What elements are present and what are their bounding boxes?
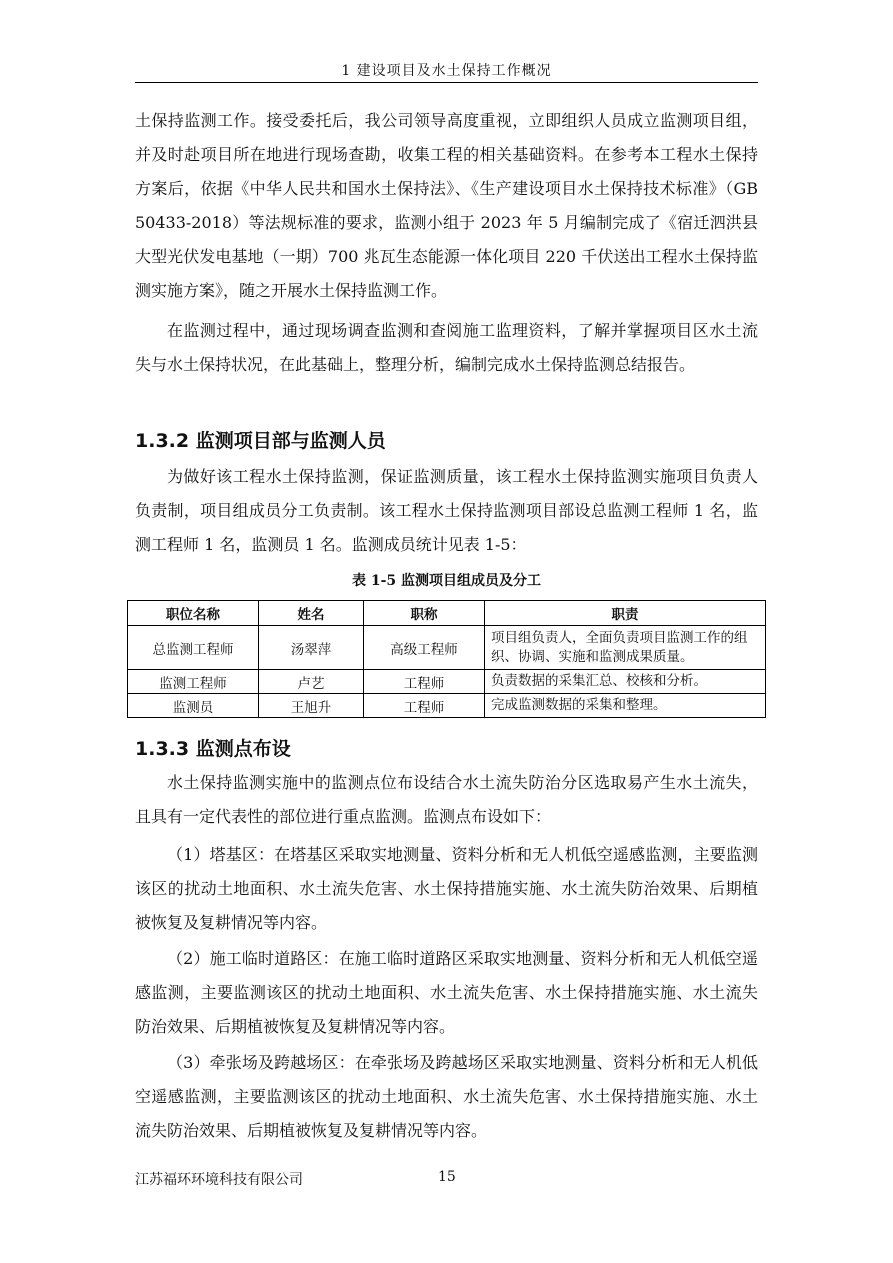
paragraph-tension-crossing-area: （3）牵张场及跨越场区：在牵张场及跨越场区采取实地测量、资料分析和无人机低空遥感监测，主要监测该区的扰动土地面积、水土流失危害、水土保持措施实施、水土流失防治效果、后期植被恢复及复耕情况等内容。 bbox=[135, 1053, 758, 1140]
cell-duty: 完成监测数据的采集和整理。 bbox=[485, 694, 766, 718]
table-row bbox=[128, 670, 766, 694]
section-heading-1-3-2: 1.3.2 监测项目部与监测人员 bbox=[135, 430, 386, 452]
paragraph-temporary-road-area: （2）施工临时道路区：在施工临时道路区采取实地测量、资料分析和无人机低空遥感监测，主要监测该区的扰动土地面积、水土流失危害、水土保持措施实施、水土流失防治效果、后期植被恢复及复耕情况等内容。 bbox=[135, 949, 758, 1036]
paragraph-entrusted-work: 土保持监测工作。接受委托后，我公司领导高度重视，立即组织人员成立监测项目组，并及时赴项目所在地进行现场查勘，收集工程的相关基础资料。在参考本工程水土保持方案后，依据《中华人民共和国水土保持法》、《生产建设项目水土保持技术标准》（GB 50433-2018）等法规标准的要求，监测小组于 2023 年 5 月编制完成了《宿迁泗洪县大型光伏发电基地（一期）700 兆瓦生态能源一体化项目 220 千伏送出工程水土保持监测实施方案》，随之开展水土保持监测工作。 bbox=[135, 111, 758, 300]
cell-title: 工程师 bbox=[364, 694, 485, 718]
cell-position: 监测工程师 bbox=[128, 670, 259, 694]
cell-duty: 负责数据的采集汇总、校核和分析。 bbox=[485, 670, 766, 694]
cell-name: 王旭升 bbox=[259, 694, 364, 718]
page-number: 15 bbox=[438, 1169, 456, 1185]
paragraph-team-organization: 为做好该工程水土保持监测，保证监测质量，该工程水土保持监测实施项目负责人负责制，项目组成员分工负责制。该工程水土保持监测项目部设总监测工程师 1 名，监测工程师 1 名，监测员 1 名。监测成员统计见表 1-5： bbox=[135, 467, 758, 554]
table-row bbox=[128, 694, 766, 718]
cell-name: 卢艺 bbox=[259, 670, 364, 694]
table-caption: 表 1-5 监测项目组成员及分工 bbox=[351, 573, 542, 589]
cell-title: 高级工程师 bbox=[364, 626, 485, 670]
footer-company-name: 江苏福环环境科技有限公司 bbox=[135, 1172, 303, 1188]
team-members-table bbox=[127, 600, 766, 718]
paragraph-tower-base-area: （1）塔基区：在塔基区采取实地测量、资料分析和无人机低空遥感监测，主要监测该区的扰动土地面积、水土流失危害、水土保持措施实施、水土流失防治效果、后期植被恢复及复耕情况等内容。 bbox=[135, 845, 758, 932]
column-header-duty: 职责 bbox=[485, 601, 766, 626]
column-header-position: 职位名称 bbox=[128, 601, 259, 626]
cell-position: 监测员 bbox=[128, 694, 259, 718]
cell-position: 总监测工程师 bbox=[128, 626, 259, 670]
column-header-title: 职称 bbox=[364, 601, 485, 626]
section-heading-1-3-3: 1.3.3 监测点布设 bbox=[135, 738, 291, 760]
cell-duty: 项目组负责人，全面负责项目监测工作的组织、协调、实施和监测成果质量。 bbox=[485, 626, 766, 670]
paragraph-monitoring-points-intro: 水土保持监测实施中的监测点位布设结合水土流失防治分区选取易产生水土流失，且具有一定代表性的部位进行重点监测。监测点布设如下： bbox=[135, 773, 758, 826]
running-header: 1 建设项目及水土保持工作概况 bbox=[341, 63, 552, 79]
header-divider bbox=[135, 82, 758, 83]
cell-title: 工程师 bbox=[364, 670, 485, 694]
column-header-name: 姓名 bbox=[259, 601, 364, 626]
cell-name: 汤翠萍 bbox=[259, 626, 364, 670]
table-header-row bbox=[128, 601, 766, 626]
table-row bbox=[128, 626, 766, 670]
paragraph-monitoring-process: 在监测过程中，通过现场调查监测和查阅施工监理资料，了解并掌握项目区水土流失与水土保持状况，在此基础上，整理分析，编制完成水土保持监测总结报告。 bbox=[135, 321, 758, 374]
